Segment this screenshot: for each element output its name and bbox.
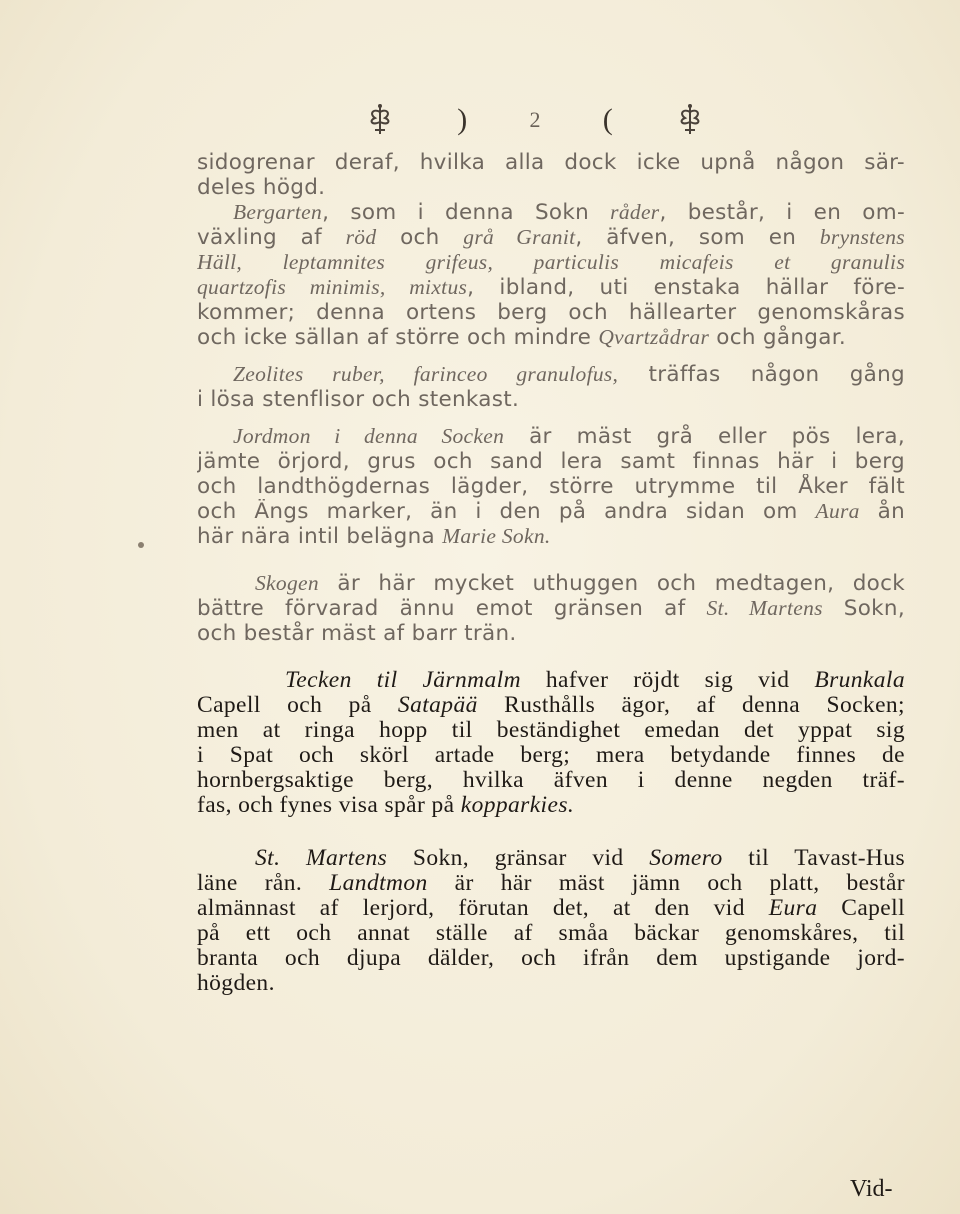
body-text <box>197 150 905 996</box>
text-line: Skogen är här mycket uthuggen och medtagen, dock <box>255 571 905 596</box>
text-line: sidogrenar deraf, hvilka alla dock icke upnå någon sär- <box>197 150 905 175</box>
header-right-bracket: ( <box>602 103 613 136</box>
text-line: och Ängs marker, än i den på andra sidan om Aura ån <box>197 499 905 524</box>
text-line: men at ringa hopp til beständighet emedan det yppat sig <box>197 718 905 743</box>
text-line: här nära intil belägna Marie Sokn. <box>197 524 551 549</box>
header-left-bracket: ) <box>457 103 468 136</box>
text-line: Capell och på Satapää Rusthålls ägor, af denna Socken; <box>197 693 905 718</box>
text-line: kommer; denna ortens berg och hällearter genomskåras <box>197 300 905 325</box>
catchword: Vid- <box>850 1176 893 1202</box>
text-line: Jordmon i denna Socken är mäst grå eller pös lera, <box>233 424 905 449</box>
fleuron-icon <box>675 102 705 138</box>
page-header <box>365 100 705 140</box>
page-number: 2 <box>529 107 541 132</box>
text-line: på ett och annat ställe af småa bäckar genomskåres, til <box>197 921 905 946</box>
text-line: i lösa stenflisor och stenkast. <box>197 387 520 412</box>
text-line: branta och djupa dälder, och ifrån dem upstigande jord- <box>197 946 905 971</box>
text-line: bättre förvarad ännu emot gränsen af St. Martens Sokn, <box>197 596 905 621</box>
text-line: jämte örjord, grus och sand lera samt finnas här i berg <box>197 449 905 474</box>
text-line: och landthögdernas lägder, större utrymme til Åker fält <box>197 474 905 499</box>
text-line: i Spat och skörl artade berg; mera betydande finnes de <box>197 743 905 768</box>
text-line: Zeolites ruber, farinceo granulofus, träffas någon gång <box>233 362 905 387</box>
text-line: hornbergsaktige berg, hvilka äfven i denne negden träf- <box>197 768 905 793</box>
text-line: quartzofis minimis, mixtus, ibland, uti enstaka hällar före- <box>197 275 905 300</box>
text-line: högden. <box>197 970 275 996</box>
text-line: Häll, leptamnites grifeus, particulis micafeis et granulis <box>197 250 905 274</box>
text-line: St. Martens Sokn, gränsar vid Somero til Tavast-Hus <box>255 846 905 871</box>
text-line: fas, och fynes visa spår på kopparkies. <box>197 792 575 818</box>
fleuron-icon <box>365 102 395 138</box>
text-line: växling af röd och grå Granit, äfven, som en brynstens <box>197 225 905 250</box>
text-line: och icke sällan af större och mindre Qvartzådrar och gångar. <box>197 325 846 350</box>
text-line: och består mäst af barr trän. <box>197 621 517 646</box>
text-line: almännast af lerjord, förutan det, at den vid Eura Capell <box>197 896 905 921</box>
text-line: Tecken til Järnmalm hafver röjdt sig vid Brunkala <box>285 668 905 693</box>
text-line: deles högd. <box>197 175 326 200</box>
ink-spot <box>138 542 144 548</box>
text-line: läne rån. Landtmon är här mäst jämn och platt, består <box>197 871 905 896</box>
text-line: Bergarten, som i denna Sokn råder, består, i en om- <box>233 200 905 225</box>
